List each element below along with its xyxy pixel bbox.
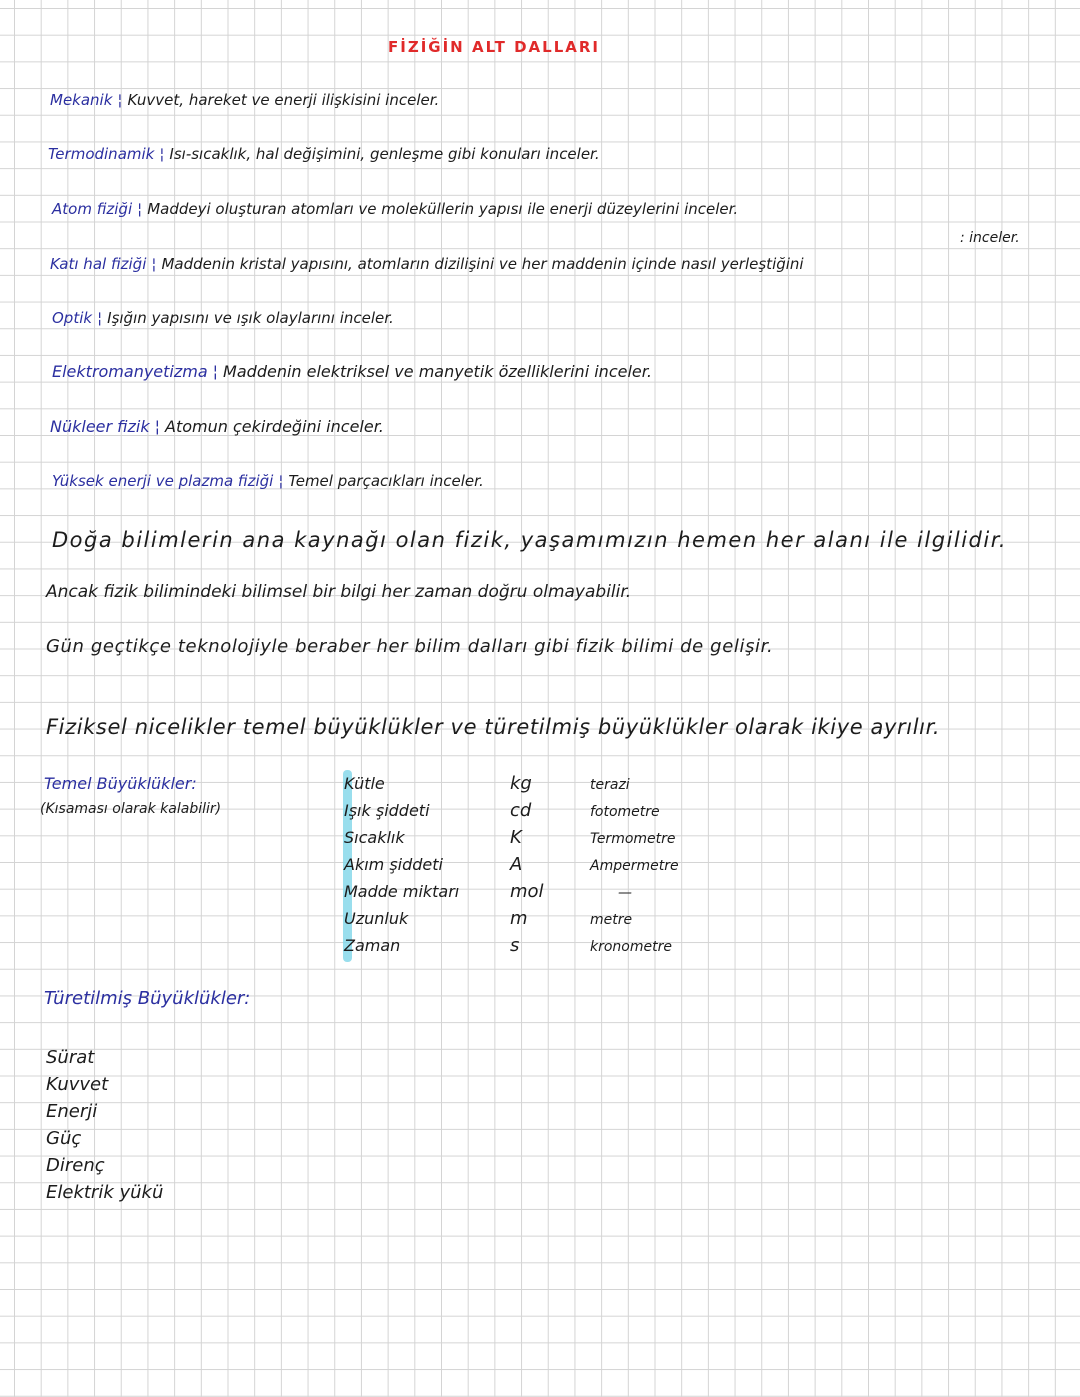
branch-term: Mekanik <box>50 91 113 109</box>
paragraph-1: Doğa bilimlerin ana kaynağı olan fizik, yaşamımızın hemen her alanı ile ilgilidir. <box>52 528 1008 552</box>
temel-name: Kütle <box>344 774 385 793</box>
temel-name: Madde miktarı <box>344 882 460 901</box>
temel-unit: m <box>510 908 528 929</box>
branch-atom-fizigi: Atom fiziği ¦ Maddeyi oluşturan atomları ve moleküllerin yapısı ile enerji düzeylerini inceler. <box>52 200 739 218</box>
branch-term: Atom fiziği <box>52 200 133 218</box>
temel-names-column <box>344 770 459 959</box>
branch-desc: Maddeyi oluşturan atomları ve moleküllerin yapısı ile enerji düzeylerini inceler. <box>147 200 739 218</box>
branch-term: Elektromanyetizma <box>52 362 208 381</box>
page-title: FİZİĞİN ALT DALLARI <box>388 38 601 56</box>
paragraph-3: Gün geçtikçe teknolojiyle beraber her bilim dalları gibi fizik bilimi de gelişir. <box>46 636 774 657</box>
list-item: Elektrik yükü <box>46 1182 164 1203</box>
temel-unit: s <box>510 935 520 956</box>
temel-name: Uzunluk <box>344 909 409 928</box>
temel-unit: mol <box>510 881 544 902</box>
branch-mekanik: Mekanik ¦ Kuvvet, hareket ve enerji ilişkisini inceler. <box>50 91 440 109</box>
branch-term: Nükleer fizik <box>50 417 150 436</box>
temel-name: Sıcaklık <box>344 828 405 847</box>
temel-tool: — <box>618 885 632 901</box>
branch-term: Yüksek enerji ve plazma fiziği <box>52 472 274 490</box>
list-item: Enerji <box>46 1101 98 1122</box>
temel-unit: cd <box>510 800 532 821</box>
temel-units-column <box>510 770 544 959</box>
paragraph-4: Fiziksel nicelikler temel büyüklükler ve türetilmiş büyüklükler olarak ikiye ayrılır. <box>46 715 941 739</box>
list-item: Sürat <box>46 1047 95 1068</box>
branch-yuksek-enerji: Yüksek enerji ve plazma fiziği ¦ Temel parçacıkları inceler. <box>52 472 484 490</box>
paragraph-2: Ancak fizik bilimindeki bilimsel bir bilgi her zaman doğru olmayabilir. <box>46 582 632 602</box>
temel-heading: Temel Büyüklükler: <box>44 774 197 793</box>
temel-unit: kg <box>510 773 532 794</box>
branch-desc: Temel parçacıkları inceler. <box>288 472 484 490</box>
branch-term: Katı hal fiziği <box>50 255 147 273</box>
branch-term: Optik <box>52 309 93 327</box>
list-item: Güç <box>46 1128 82 1149</box>
branch-desc: Isı-sıcaklık, hal değişimini, genleşme gibi konuları inceler. <box>169 145 600 163</box>
temel-name: Zaman <box>344 936 401 955</box>
branch-desc: Kuvvet, hareket ve enerji ilişkisini inceler. <box>127 91 440 109</box>
branch-elektromanyetizma: Elektromanyetizma ¦ Maddenin elektriksel ve manyetik özelliklerini inceler. <box>52 362 652 381</box>
temel-note: (Kısaması olarak kalabilir) <box>40 801 222 817</box>
temel-tool: Termometre <box>590 831 676 847</box>
temel-tool: Ampermetre <box>590 858 679 874</box>
branch-desc: Atomun çekirdeğini inceler. <box>165 417 384 436</box>
temel-tool: terazi <box>590 777 630 793</box>
temel-unit: K <box>510 827 522 848</box>
branch-nukleer: Nükleer fizik ¦ Atomun çekirdeğini inceler. <box>50 417 384 436</box>
branch-desc: Maddenin elektriksel ve manyetik özelliklerini inceler. <box>223 362 652 381</box>
turetilmis-heading: Türetilmiş Büyüklükler: <box>44 988 251 1009</box>
turetilmis-list <box>46 1044 163 1206</box>
temel-name: Akım şiddeti <box>344 855 443 874</box>
temel-tools-column <box>590 772 679 961</box>
temel-tool: kronometre <box>590 939 672 955</box>
branch-desc: Maddenin kristal yapısını, atomların dizilişini ve her maddenin içinde nasıl yerleştiğini <box>161 255 804 273</box>
branch-optik: Optik ¦ Işığın yapısını ve ışık olaylarını inceler. <box>52 309 394 327</box>
temel-tool: fotometre <box>590 804 660 820</box>
list-item: Kuvvet <box>46 1074 109 1095</box>
branch-kati-hal-extra: : inceler. <box>960 230 1020 246</box>
branch-kati-hal: Katı hal fiziği ¦ Maddenin kristal yapısını, atomların dizilişini ve her maddenin içinde nasıl yerleştiğini <box>50 255 804 273</box>
temel-tool: metre <box>590 912 633 928</box>
temel-name: Işık şiddeti <box>344 801 430 820</box>
list-item: Direnç <box>46 1155 105 1176</box>
temel-unit: A <box>510 854 523 875</box>
branch-desc: Işığın yapısını ve ışık olaylarını inceler. <box>107 309 394 327</box>
branch-term: Termodinamik <box>48 145 155 163</box>
branch-termodinamik: Termodinamik ¦ Isı-sıcaklık, hal değişimini, genleşme gibi konuları inceler. <box>48 145 600 163</box>
